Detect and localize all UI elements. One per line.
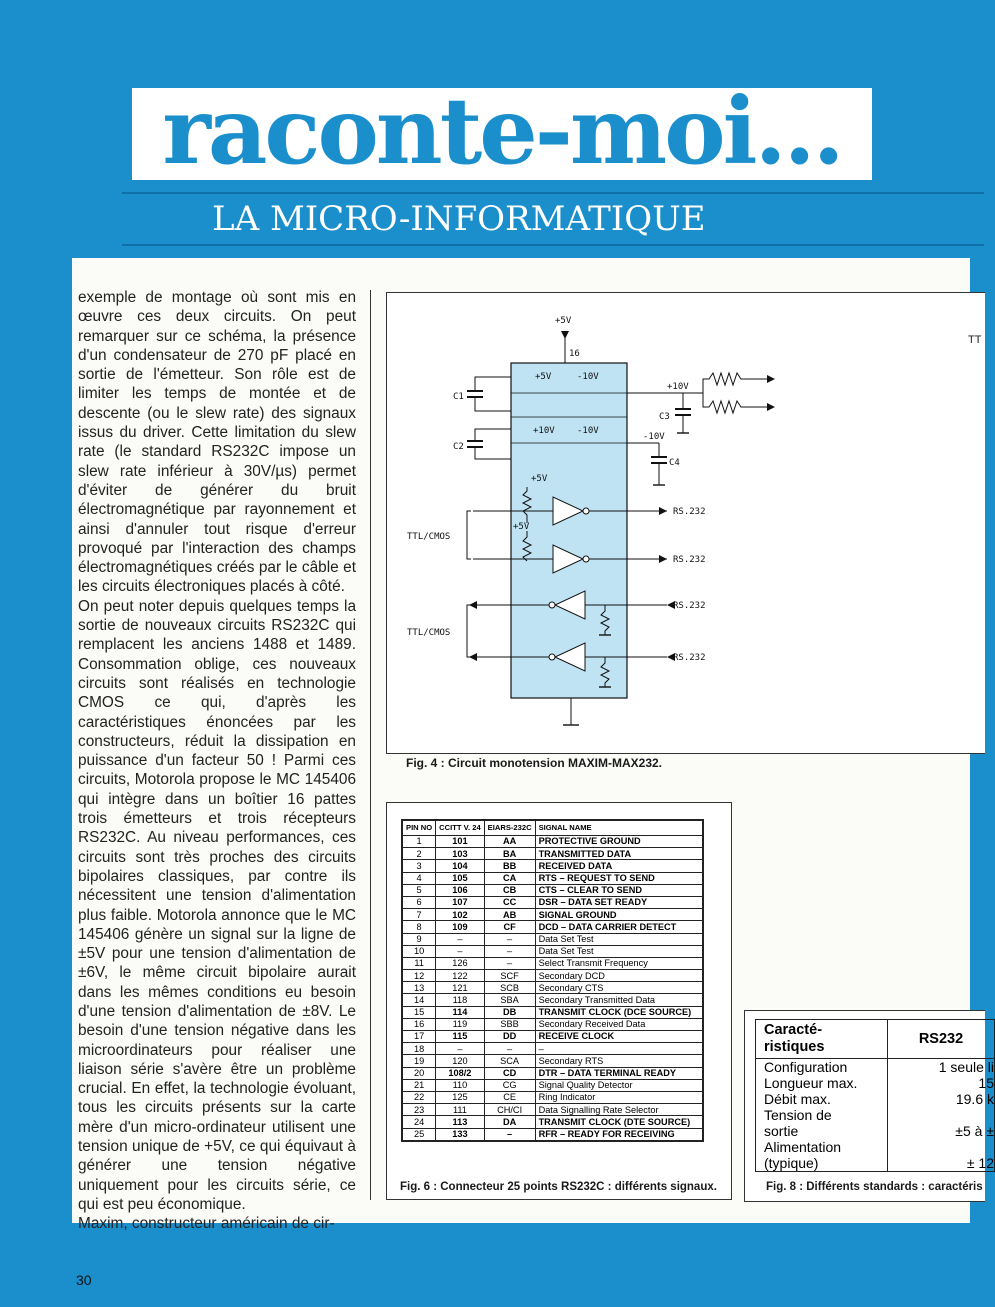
ccitt-cell: 111 — [436, 1104, 485, 1116]
characteristic-cell: Configuration — [756, 1059, 888, 1076]
table-row — [402, 982, 703, 994]
signal-cell: DSR – DATA SET READY — [535, 896, 703, 908]
fig4-frame — [386, 292, 985, 754]
ic-label-p5v: +5V — [535, 372, 552, 382]
r1-label: +5V — [531, 474, 548, 484]
pin-cell: 8 — [402, 921, 436, 933]
eia-cell: AA — [484, 836, 535, 848]
table-row — [402, 957, 703, 969]
pin-cell: 4 — [402, 872, 436, 884]
signal-cell: Data Set Test — [535, 945, 703, 957]
signal-cell: PROTECTIVE GROUND — [535, 836, 703, 848]
eia-cell: DB — [484, 1006, 535, 1018]
c1-label: C1 — [453, 392, 464, 402]
eia-cell: BA — [484, 848, 535, 860]
col-header-eia: EIARS-232C — [484, 820, 535, 836]
rs-in-label-1: RS.232 — [673, 601, 706, 611]
signal-cell: TRANSMIT CLOCK (DCE SOURCE) — [535, 1006, 703, 1018]
eia-cell: – — [484, 945, 535, 957]
ccitt-cell: – — [436, 1043, 485, 1055]
pin-cell: 12 — [402, 970, 436, 982]
table-row — [402, 1079, 703, 1091]
eia-cell: SCF — [484, 970, 535, 982]
ic-label-m10v: -10V — [577, 372, 599, 382]
eia-cell: CC — [484, 896, 535, 908]
table-row — [402, 1018, 703, 1030]
pin-cell: 17 — [402, 1031, 436, 1043]
body-paragraph: exemple de montage où sont mis en œuvre ces deux circuits. On peut remarquer sur ce schéma, la présence d'un condensateur de 270 pF placé en sortie de l'émetteur. Son rôle est de limiter les temps de montée et de descente (ou le slew rate) des signaux issus du driver. Cette limitation du slew rate (le standard RS232C impose un slew rate inférieur à 30V/µs) permet d'éviter de générer du bruit électromagnétique par rayonnement et ainsi d'annuler tout risque d'erreur provoqué par l'interaction des champs électromagnétiques créés par le câble et les circuits électroniques placés à côté. — [78, 289, 356, 596]
table-row — [402, 1091, 703, 1103]
fig8-header-value: RS232 — [888, 1020, 995, 1059]
ccitt-cell: – — [436, 945, 485, 957]
fig8-frame — [744, 1010, 994, 1202]
ccitt-cell: 104 — [436, 860, 485, 872]
r2-label: +5V — [513, 522, 530, 532]
signal-cell: Select Transmit Frequency — [535, 957, 703, 969]
ccitt-cell: 106 — [436, 884, 485, 896]
table-row — [402, 909, 703, 921]
characteristic-cell: Débit max. — [756, 1091, 888, 1107]
body-paragraph: Maxim, constructeur américain de cir- — [78, 1215, 335, 1233]
page-title: raconte-moi... — [162, 77, 842, 185]
c2-label: C2 — [453, 442, 464, 452]
eia-cell: CE — [484, 1091, 535, 1103]
signal-cell: DTR – DATA TERMINAL READY — [535, 1067, 703, 1079]
table-row — [402, 1043, 703, 1055]
signal-cell: TRANSMIT CLOCK (DTE SOURCE) — [535, 1116, 703, 1128]
pin-cell: 6 — [402, 896, 436, 908]
column-divider — [370, 290, 371, 1200]
max232-schematic — [387, 293, 985, 753]
table-row — [756, 1139, 995, 1172]
pin-cell: 14 — [402, 994, 436, 1006]
pin-cell: 20 — [402, 1067, 436, 1079]
ccitt-cell: 108/2 — [436, 1067, 485, 1079]
ttl-cmos-label-2: TTL/CMOS — [407, 628, 451, 638]
signal-cell: Secondary Transmitted Data — [535, 994, 703, 1006]
page-number: 30 — [76, 1272, 92, 1288]
signal-cell: Signal Quality Detector — [535, 1079, 703, 1091]
signal-cell: Data Signalling Rate Selector — [535, 1104, 703, 1116]
value-cell: ±5 à ± — [888, 1107, 995, 1139]
table-row — [402, 1006, 703, 1018]
ccitt-cell: 133 — [436, 1128, 485, 1141]
table-row — [402, 1055, 703, 1067]
table-row — [402, 921, 703, 933]
table-row — [402, 945, 703, 957]
table-row — [402, 884, 703, 896]
pin-cell: 13 — [402, 982, 436, 994]
ccitt-cell: 107 — [436, 896, 485, 908]
signal-cell: Secondary CTS — [535, 982, 703, 994]
table-row — [756, 1059, 995, 1076]
fig8-header-label: Caracté- ristiques — [756, 1020, 888, 1059]
signal-cell: RFR – READY FOR RECEIVING — [535, 1128, 703, 1141]
table-row — [402, 1067, 703, 1079]
ccitt-cell: 102 — [436, 909, 485, 921]
pin-cell: 19 — [402, 1055, 436, 1067]
signal-cell: Secondary DCD — [535, 970, 703, 982]
ccitt-cell: 121 — [436, 982, 485, 994]
eia-cell: CD — [484, 1067, 535, 1079]
table-row — [402, 896, 703, 908]
body-text-column — [78, 288, 356, 1234]
table-row — [402, 860, 703, 872]
signal-cell: Secondary RTS — [535, 1055, 703, 1067]
eia-cell: DD — [484, 1031, 535, 1043]
signal-cell: Secondary Received Data — [535, 1018, 703, 1030]
table-row — [402, 970, 703, 982]
ccitt-cell: 103 — [436, 848, 485, 860]
signal-cell: TRANSMITTED DATA — [535, 848, 703, 860]
ccitt-cell: 113 — [436, 1116, 485, 1128]
table-row — [402, 872, 703, 884]
pin-cell: 24 — [402, 1116, 436, 1128]
ic-label-m10v-b: -10V — [577, 426, 599, 436]
eia-cell: CB — [484, 884, 535, 896]
fig8-caption: Fig. 8 : Différents standards : caractéris — [766, 1181, 983, 1193]
pin-cell: 18 — [402, 1043, 436, 1055]
ccitt-cell: 105 — [436, 872, 485, 884]
table-row — [402, 994, 703, 1006]
ccitt-cell: 114 — [436, 1006, 485, 1018]
characteristic-cell: Alimentation (typique) — [756, 1139, 888, 1172]
signal-cell: RECEIVE CLOCK — [535, 1031, 703, 1043]
pin-table-body — [402, 836, 703, 1141]
ccitt-cell: 120 — [436, 1055, 485, 1067]
rs-in-label-2: RS.232 — [673, 653, 706, 663]
c3-label: C3 — [659, 412, 670, 422]
ccitt-cell: 118 — [436, 994, 485, 1006]
pin-cell: 1 — [402, 836, 436, 848]
rs232-pin-table — [401, 819, 704, 1142]
title-banner — [132, 77, 872, 185]
m10v-out-label: -10V — [643, 432, 665, 442]
ccitt-cell: 115 — [436, 1031, 485, 1043]
eia-cell: DA — [484, 1116, 535, 1128]
pin-cell: 5 — [402, 884, 436, 896]
pin-cell: 23 — [402, 1104, 436, 1116]
eia-cell: – — [484, 1128, 535, 1141]
ccitt-cell: – — [436, 933, 485, 945]
table-row — [402, 848, 703, 860]
signal-cell: RTS – REQUEST TO SEND — [535, 872, 703, 884]
signal-cell: DCD – DATA CARRIER DETECT — [535, 921, 703, 933]
pin-cell: 3 — [402, 860, 436, 872]
col-header-pin: PIN NO — [402, 820, 436, 836]
col-header-ccitt: CCITT V. 24 — [436, 820, 485, 836]
pin-cell: 2 — [402, 848, 436, 860]
eia-cell: AB — [484, 909, 535, 921]
pin-cell: 10 — [402, 945, 436, 957]
table-row — [756, 1091, 995, 1107]
table-row — [402, 1031, 703, 1043]
rs-out-label-1: RS.232 — [673, 507, 706, 517]
signal-cell: SIGNAL GROUND — [535, 909, 703, 921]
ccitt-cell: 110 — [436, 1079, 485, 1091]
ic-label-p10v: +10V — [533, 426, 555, 436]
body-paragraph: On peut noter depuis quelques temps la sortie de nouveaux circuits RS232C qui remplacent les anciens 1488 et 1489. Consommation oblige, ces nouveaux circuits sont réalisés en technologie CMOS ce qui, d'après les caractéristiques énoncées par les constructeurs, réduit la dissipation en puissance d'un facteur 50 ! Parmi ces circuits, Motorola propose le MC 145406 qui intègre dans un boîtier 16 pattes trois émetteurs et trois récepteurs RS232C. Au niveau performances, ces circuits sont très proches des circuits bipolaires classiques, par contre ils nécessitent une tension d'alimentation plus faible. Motorola annonce que le MC 145406 génère un signal sur la ligne de ±5V pour une tension d'alimentation de ±6V, le même circuit bipolaire aurait dans les mêmes conditions eu besoin d'une tension d'alimentation de ±8V. Le besoin d'une tension négative dans les microordinateurs pour réaliser une liaison série s'avère être un problème crucial. En effet, la technologie évoluant, tous les circuits présents sur la carte mère d'un micro-ordinateur utilisent une tension unique de +5V, ce qui équivaut à générer une tension négative uniquement pour les circuits série, ce qui est peu économique. — [78, 597, 356, 1213]
col-header-signal: SIGNAL NAME — [535, 820, 703, 836]
eia-cell: SBB — [484, 1018, 535, 1030]
p10v-out-label: +10V — [667, 382, 689, 392]
pin16-label: 16 — [569, 349, 580, 359]
eia-cell: SBA — [484, 994, 535, 1006]
eia-cell: CF — [484, 921, 535, 933]
subtitle-banner — [122, 192, 984, 246]
ccitt-cell: 109 — [436, 921, 485, 933]
characteristic-cell: Longueur max. — [756, 1075, 888, 1091]
pin-cell: 15 — [402, 1006, 436, 1018]
table-row — [756, 1107, 995, 1139]
rs-out-label-2: RS.232 — [673, 555, 706, 565]
table-row — [402, 1104, 703, 1116]
ccitt-cell: 125 — [436, 1091, 485, 1103]
eia-cell: – — [484, 933, 535, 945]
pin-cell: 9 — [402, 933, 436, 945]
eia-cell: CH/CI — [484, 1104, 535, 1116]
table-row — [756, 1075, 995, 1091]
signal-cell: – — [535, 1043, 703, 1055]
fig6-frame — [386, 802, 732, 1200]
pin-cell: 22 — [402, 1091, 436, 1103]
characteristic-cell: Tension de sortie — [756, 1107, 888, 1139]
standards-table — [755, 1019, 995, 1172]
signal-cell: CTS – CLEAR TO SEND — [535, 884, 703, 896]
value-cell: 19.6 k — [888, 1091, 995, 1107]
standards-table-body — [756, 1059, 995, 1172]
vcc-label: +5V — [555, 316, 572, 326]
table-row — [402, 1116, 703, 1128]
pin-cell: 25 — [402, 1128, 436, 1141]
table-row — [402, 836, 703, 848]
value-cell: 15 — [888, 1075, 995, 1091]
pin-cell: 21 — [402, 1079, 436, 1091]
table-row — [402, 933, 703, 945]
eia-cell: CA — [484, 872, 535, 884]
ccitt-cell: 119 — [436, 1018, 485, 1030]
pin-cell: 7 — [402, 909, 436, 921]
signal-cell: Data Set Test — [535, 933, 703, 945]
signal-cell: RECEIVED DATA — [535, 860, 703, 872]
eia-cell: BB — [484, 860, 535, 872]
cropped-label: TT — [968, 334, 982, 346]
fig4-caption: Fig. 4 : Circuit monotension MAXIM-MAX232. — [406, 756, 663, 770]
pin-cell: 16 — [402, 1018, 436, 1030]
section-subtitle: LA MICRO-INFORMATIQUE — [212, 199, 706, 239]
pin-cell: 11 — [402, 957, 436, 969]
table-row — [402, 1128, 703, 1141]
eia-cell: – — [484, 1043, 535, 1055]
fig6-caption: Fig. 6 : Connecteur 25 points RS232C : différents signaux. — [400, 1181, 717, 1193]
eia-cell: SCB — [484, 982, 535, 994]
eia-cell: SCA — [484, 1055, 535, 1067]
eia-cell: – — [484, 957, 535, 969]
ccitt-cell: 101 — [436, 836, 485, 848]
ccitt-cell: 126 — [436, 957, 485, 969]
c4-label: C4 — [669, 458, 680, 468]
value-cell: 1 seule li — [888, 1059, 995, 1076]
ttl-cmos-label-1: TTL/CMOS — [407, 532, 451, 542]
value-cell: ± 12 — [888, 1139, 995, 1172]
ccitt-cell: 122 — [436, 970, 485, 982]
signal-cell: Ring Indicator — [535, 1091, 703, 1103]
eia-cell: CG — [484, 1079, 535, 1091]
